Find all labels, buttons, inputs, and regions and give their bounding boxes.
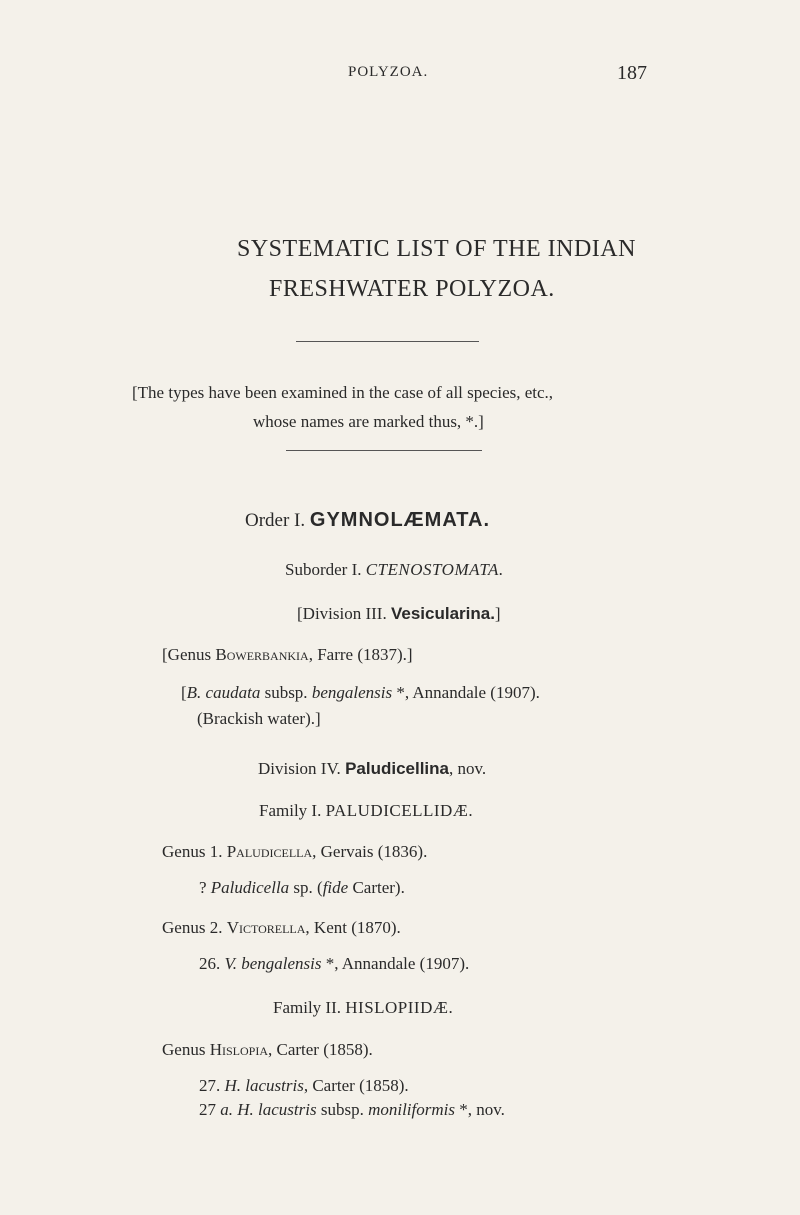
family-2-name: HISLOPIIDÆ. [345,998,454,1017]
family-1-heading [259,801,473,821]
species-paludicella [199,878,405,898]
division-3-open: [Division III. [297,604,391,623]
title-line-1: SYSTEMATIC LIST OF THE INDIAN [237,236,636,262]
species-paludicella-mid: sp. ( [289,878,323,897]
species-caudata-name: B. caudata [186,683,261,702]
running-title: POLYZOA. [348,64,429,80]
species-caudata-open: [ [181,683,187,702]
note-line-1: [The types have been examined in the case of all species, etc., [132,383,554,402]
divider-top [296,341,479,342]
order-name: GYMNOLÆMATA. [309,509,491,531]
species-caudata [181,683,540,703]
genus-victorella-prefix: Genus 2. [162,918,227,937]
genus-paludicella-prefix: Genus 1. [162,842,227,861]
species-moniliformis-letter: a. [220,1100,233,1119]
division-3-close: ] [494,604,501,623]
order-heading [245,509,490,532]
species-victorella-name: V. bengalensis [224,954,322,973]
division-4-rest: , nov. [449,759,487,778]
species-moniliformis [199,1100,505,1120]
species-victorella-rest: *, Annandale (1907). [321,954,470,973]
species-lacustris-rest: , Carter (1858). [303,1076,409,1095]
species-caudata-mid: subsp. [260,683,312,702]
species-paludicella-rest: Carter). [348,878,405,897]
division-3-name: Vesicularina. [390,604,495,623]
division-3-heading [297,604,501,624]
genus-hislopia-rest: , Carter (1858). [267,1040,373,1059]
species-lacustris-name: H. lacustris [224,1076,304,1095]
division-4-name: Paludicellina [345,759,449,778]
genus-paludicella-name: Paludicella [226,842,313,861]
suborder-heading [285,560,504,580]
species-moniliformis-mid: subsp. [316,1100,369,1119]
suborder-prefix: Suborder I. [285,560,366,579]
genus-bowerbankia-rest: , Farre (1837).] [308,645,413,664]
genus-bowerbankia-open: [Genus [162,645,216,664]
species-paludicella-fide: fide [322,878,349,897]
family-1-name: PALUDICELLIDÆ. [325,801,474,820]
species-caudata-line-2: (Brackish water).] [197,709,321,728]
species-paludicella-name: Paludicella [210,878,290,897]
species-caudata-rest: *, Annandale (1907). [392,683,540,702]
divider-bottom [286,450,482,451]
species-moniliformis-name: H. lacustris [233,1100,317,1119]
genus-paludicella [162,842,427,862]
species-moniliformis-rest: *, nov. [454,1100,505,1119]
species-lacustris [199,1076,409,1096]
family-2-heading [273,998,453,1018]
genus-paludicella-rest: , Gervais (1836). [312,842,428,861]
note-line-2: whose names are marked thus, *.] [253,412,484,431]
genus-victorella-rest: , Kent (1870). [305,918,401,937]
species-moniliformis-subsp: moniliformis [368,1100,455,1119]
order-prefix: Order I. [245,510,310,531]
division-4-prefix: Division IV. [258,759,346,778]
genus-victorella [162,918,401,938]
division-4-heading [258,759,486,779]
suborder-name: CTENOSTOMATA. [365,560,504,579]
genus-hislopia-prefix: Genus [162,1040,210,1059]
genus-hislopia-name: Hislopia [209,1040,268,1059]
species-lacustris-num: 27. [199,1076,225,1095]
genus-bowerbankia-name: Bowerbankia [215,645,309,664]
family-1-prefix: Family I. [259,801,326,820]
title-line-2: FRESHWATER POLYZOA. [269,276,555,302]
species-moniliformis-num: 27 [199,1100,221,1119]
page-number: 187 [617,62,647,84]
family-2-prefix: Family II. [273,998,346,1017]
species-caudata-subsp: bengalensis [311,683,393,702]
genus-bowerbankia [162,645,413,665]
species-victorella [199,954,469,974]
genus-victorella-name: Victorella [226,918,306,937]
genus-hislopia [162,1040,373,1060]
species-paludicella-prefix: ? [199,878,211,897]
species-victorella-num: 26. [199,954,225,973]
